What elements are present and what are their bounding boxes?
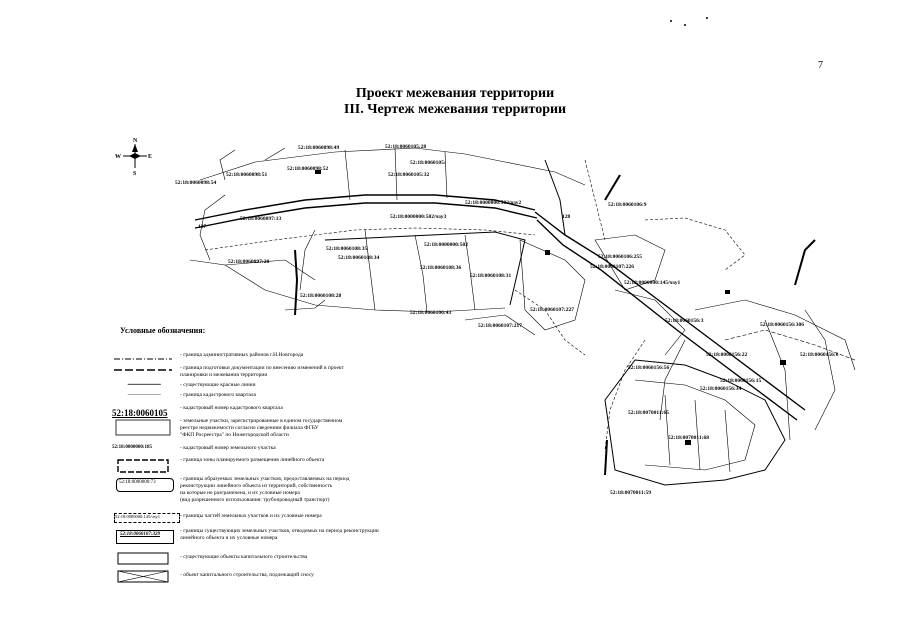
parcel-label: 52:18:0060107:227 — [530, 307, 574, 313]
existing-parcel-symbol — [112, 528, 180, 546]
project-boundary-symbol — [112, 365, 180, 379]
parcel-label: 52:18:0060097:13 — [240, 216, 282, 222]
compass-n: N — [133, 138, 138, 144]
parcel-part-symbol — [112, 510, 180, 524]
parcel-label: 52:18:0060098:51 — [226, 172, 268, 178]
legend-text: - земельные участки, зарегистрированные в едином государственном реестре недвижимости согласно сведениям филиала ФГБУ "ФКП Росреестра" по Нижегородской области — [180, 418, 343, 438]
parcel-label: 137 — [198, 224, 207, 230]
parcel-label: 52:18:0060106:43 — [410, 310, 452, 316]
legend-text: - объект капитального строительства, подлежащий сносу — [180, 572, 314, 578]
parcel-label: 52:18:0060097:28 — [228, 259, 270, 265]
parcel-label: 52:18:0000000:502/чзу2 — [465, 200, 522, 206]
block-number-symbol — [112, 403, 180, 417]
cadastral-block-boundary-symbol — [112, 392, 180, 400]
existing-parcel-sample: 52:18:0060107:329 — [120, 532, 160, 537]
compass-e: E — [148, 154, 153, 160]
title-line-2: III. Чертеж межевания территории — [343, 102, 567, 117]
parcel-label: 52:18:0060106:9 — [608, 202, 647, 208]
parcel-label: 52:18:0060108:34 — [338, 255, 380, 261]
legend-title: Условные обозначения: — [120, 326, 206, 335]
block-number-sample: 52:18:0060105 — [112, 408, 168, 418]
parcel-label: 128 — [562, 214, 571, 220]
legend-item — [112, 403, 410, 417]
parcel-label: 52:18:0060156:6 — [800, 352, 839, 358]
legend-text: - границы частей земельных участков и их условные номера — [180, 513, 322, 519]
legend-item — [112, 457, 410, 475]
legend-item — [112, 352, 410, 366]
legend-item — [112, 392, 410, 400]
legend-text: - кадастровый номер кадастрового квартала — [180, 405, 283, 411]
formed-parcel-sample: 52:18:0000000:73 — [119, 480, 156, 485]
parcel-label: 52:18:0070011:68 — [668, 435, 709, 441]
legend-text: - граница подготовки документации по внесению изменений в проект планировки и межевания территории — [180, 365, 344, 378]
parcel-label: 52:18:0060098:52 — [287, 166, 329, 172]
legend-text: - граница кадастрового квартала — [180, 392, 256, 398]
parcel-label: 52:18:0000000:502/чзу3 — [390, 214, 447, 220]
parcel-label: 52:18:0060105:28 — [385, 144, 427, 150]
parcel-label: 52:18:0060106:255 — [598, 254, 642, 260]
legend-text: - существующие красные линии — [180, 382, 256, 388]
parcel-label: 52:18:0060156:56 — [628, 365, 670, 371]
page-number: 7 — [818, 60, 823, 71]
parcel-label: 52:18:0060107:217 — [478, 323, 522, 329]
legend-item — [112, 476, 410, 504]
parcel-part-sample: 52:18:0000000:145/чзу1 — [115, 514, 160, 519]
legend-item — [112, 550, 410, 568]
parcel-label: 52:18:0060156:306 — [760, 322, 804, 328]
parcel-label: 52:18:0060108:31 — [470, 273, 512, 279]
existing-building-symbol — [112, 550, 180, 568]
legend-text: - существующие объекты капитального строительства — [180, 554, 308, 560]
parcel-label: 52:18:0060105:32 — [388, 172, 430, 178]
compass-s: S — [133, 171, 137, 176]
registered-parcel-symbol — [112, 418, 180, 438]
parcel-label: 52:18:0060107:226 — [590, 264, 634, 270]
legend-text: - граница административных районов г.Н.Новгорода — [180, 352, 304, 358]
parcel-label: 52:18:0060105: — [410, 160, 446, 166]
legend-text: - кадастровый номер земельного участка — [180, 445, 276, 451]
compass-w: W — [115, 154, 121, 160]
legend-text: - граница зоны планируемого размещения линейного объекта — [180, 457, 325, 463]
linear-object-zone-symbol — [112, 457, 180, 475]
parcel-number-sample: 52:18:0000000:185 — [112, 445, 152, 450]
legend-item — [112, 365, 410, 379]
parcel-label: 52:18:0070011:59 — [610, 490, 651, 496]
parcel-label: 52:18:0060108:36 — [420, 265, 462, 271]
legend-item — [112, 568, 410, 586]
formed-parcel-symbol — [112, 476, 180, 494]
parcel-label: 52:18:0000000:145/чзу1 — [624, 280, 681, 286]
legend-item — [112, 528, 410, 546]
parcel-label: 52:18:0070011:65 — [628, 410, 669, 416]
title-line-1: Проект межевания территории — [355, 86, 555, 101]
parcel-label: 52:18:0060108:35 — [326, 246, 368, 252]
parcel-label: 52:18:0060098:49 — [298, 145, 340, 151]
legend-text: - границы образуемых земельных участков, предоставляемых на период реконструкции линейного объекта из территорий, собственность на которые не разграничена, и их условные номера (вид разрешенного использования: трубопроводный транспорт) — [180, 476, 350, 503]
legend-item — [112, 418, 410, 439]
district-boundary-symbol — [112, 352, 180, 366]
parcel-label: 52:18:0060098:54 — [175, 180, 217, 186]
demolition-building-symbol — [112, 568, 180, 586]
legend-item — [112, 382, 410, 390]
parcel-label: 52:18:0060156:22 — [706, 352, 748, 358]
parcel-label: 52:18:0060156:34 — [700, 386, 742, 392]
parcel-label: 52:18:0060108:28 — [300, 293, 342, 299]
parcel-label: 52:18:0060156:15 — [720, 378, 762, 384]
legend-text: - границы существующих земельных участков, отводимых на период реконструкции линейного объекта и их условные номера — [180, 528, 379, 541]
parcel-label: 52:18:0000000:502 — [424, 242, 468, 248]
parcel-label: 52:18:0060156:3 — [665, 318, 704, 324]
red-lines-symbol — [112, 382, 180, 390]
legend-item — [112, 510, 410, 524]
